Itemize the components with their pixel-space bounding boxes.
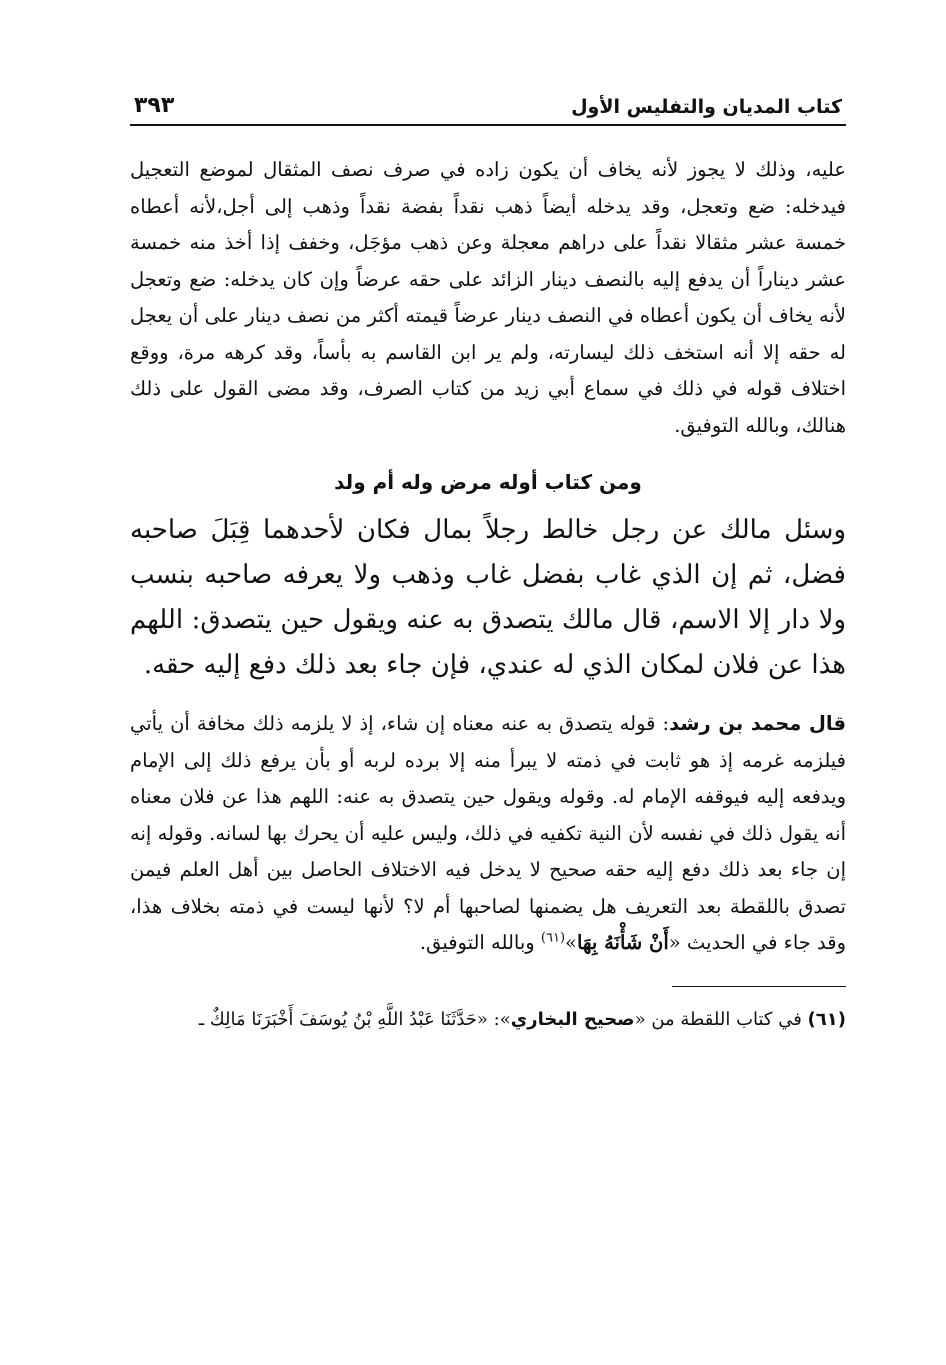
footnote-divider <box>672 986 846 987</box>
section-heading: ومن كتاب أوله مرض وله أم ولد <box>334 470 642 494</box>
hadith-quote: أَنْ شَأْنَهُ بِهَا <box>576 931 669 954</box>
footnote-book-title: صحيح البخاري <box>510 1008 635 1030</box>
commentary-text: : قوله يتصدق به عنه معناه إن شاء، إذ لا يلزمه ذلك مخافة أن يأتي فيلزمه غرمه إذ هو ثابت في ذمته لا يبرأ منه إلا برده لربه أو بأن يرفع ذلك إلى الإمام ويدفعه إليه فيوقفه الإمام له. وقوله ويقول حين يتصدق به عنه: اللهم هذا عن فلان معناه أنه يقول ذلك في نفسه لأن النية تكفيه في ذلك، وليس عليه أن يحرك بها لسانه. وقوله إنه إن جاء بعد ذلك دفع إليه حقه صحيح لا يدخل فيه الاختلاف الحاصل بين أهل العلم فيمن تصدق باللقطة بعد التعريف هل يضمنها لصاحبها أم لا؟ لأنها ليست في ذمته بخلاف هذا، وقد جاء في الحديث « <box>130 712 846 954</box>
footnote-reference[interactable]: (٦١) <box>540 930 566 946</box>
commentator-name: قال محمد بن رشد <box>669 712 846 735</box>
running-title: كتاب المديان والتفليس الأول <box>571 96 842 118</box>
quote-close: » <box>565 931 577 954</box>
page-header <box>130 80 846 126</box>
commentary-ending: وبالله التوفيق. <box>419 931 541 954</box>
footnote-number: (٦١) <box>807 1008 846 1030</box>
footnote-text-b: »: «حَدَّثَنَا عَبْدُ اللَّهِ بْنُ يُوسَفَ أَخْبَرَنَا مَالِكٌ ـ <box>198 1008 511 1030</box>
page-number: ٣٩٣ <box>134 93 175 118</box>
book-page <box>130 80 846 1035</box>
footnote <box>130 1005 846 1035</box>
malik-question-paragraph: وسئل مالك عن رجل خالط رجلاً بمال فكان لأحدهما قِبَلَ صاحبه فضل، ثم إن الذي غاب بفضل غاب وذهب ولا يعرفه صاحبه بنسب ولا دار إلا الاسم، قال مالك يتصدق به عنه ويقول حين يتصدق: اللهم هذا عن فلان لمكان الذي له عندي، فإن جاء بعد ذلك دفع إليه حقه. <box>130 515 846 680</box>
paragraph-continuation: عليه، وذلك لا يجوز لأنه يخاف أن يكون زاده في صرف نصف المثقال لموضع التعجيل فيدخله: ضع وتعجل، وقد يدخله أيضاً ذهب نقداً بفضة نقداً وذهب إلى أجل،لأنه أعطاه خمسة عشر مثقالا نقداً على دراهم معجلة وعن ذهب مؤجَل، وخفف إذا أخذ منه خمسة عشر ديناراً أن يدفع إليه بالنصف دينار الزائد على حقه عرضاً وإن كان يدخله: ضع وتعجل لأنه يخاف أن يكون أعطاه في النصف دينار عرضاً قيمته أكثر من نصف دينار على أن يعجل له حقه إلا أنه استخف ذلك ليسارته، ولم ير ابن القاسم به بأساً، وقد كرهه مرة، ووقع اختلاف قوله في ذلك في سماع أبي زيد من كتاب الصرف، وقد مضى القول على ذلك هنالك، وبالله التوفيق. <box>130 158 846 437</box>
ibn-rushd-commentary <box>130 706 846 962</box>
footnote-text-a: في كتاب اللقطة من « <box>634 1008 808 1030</box>
